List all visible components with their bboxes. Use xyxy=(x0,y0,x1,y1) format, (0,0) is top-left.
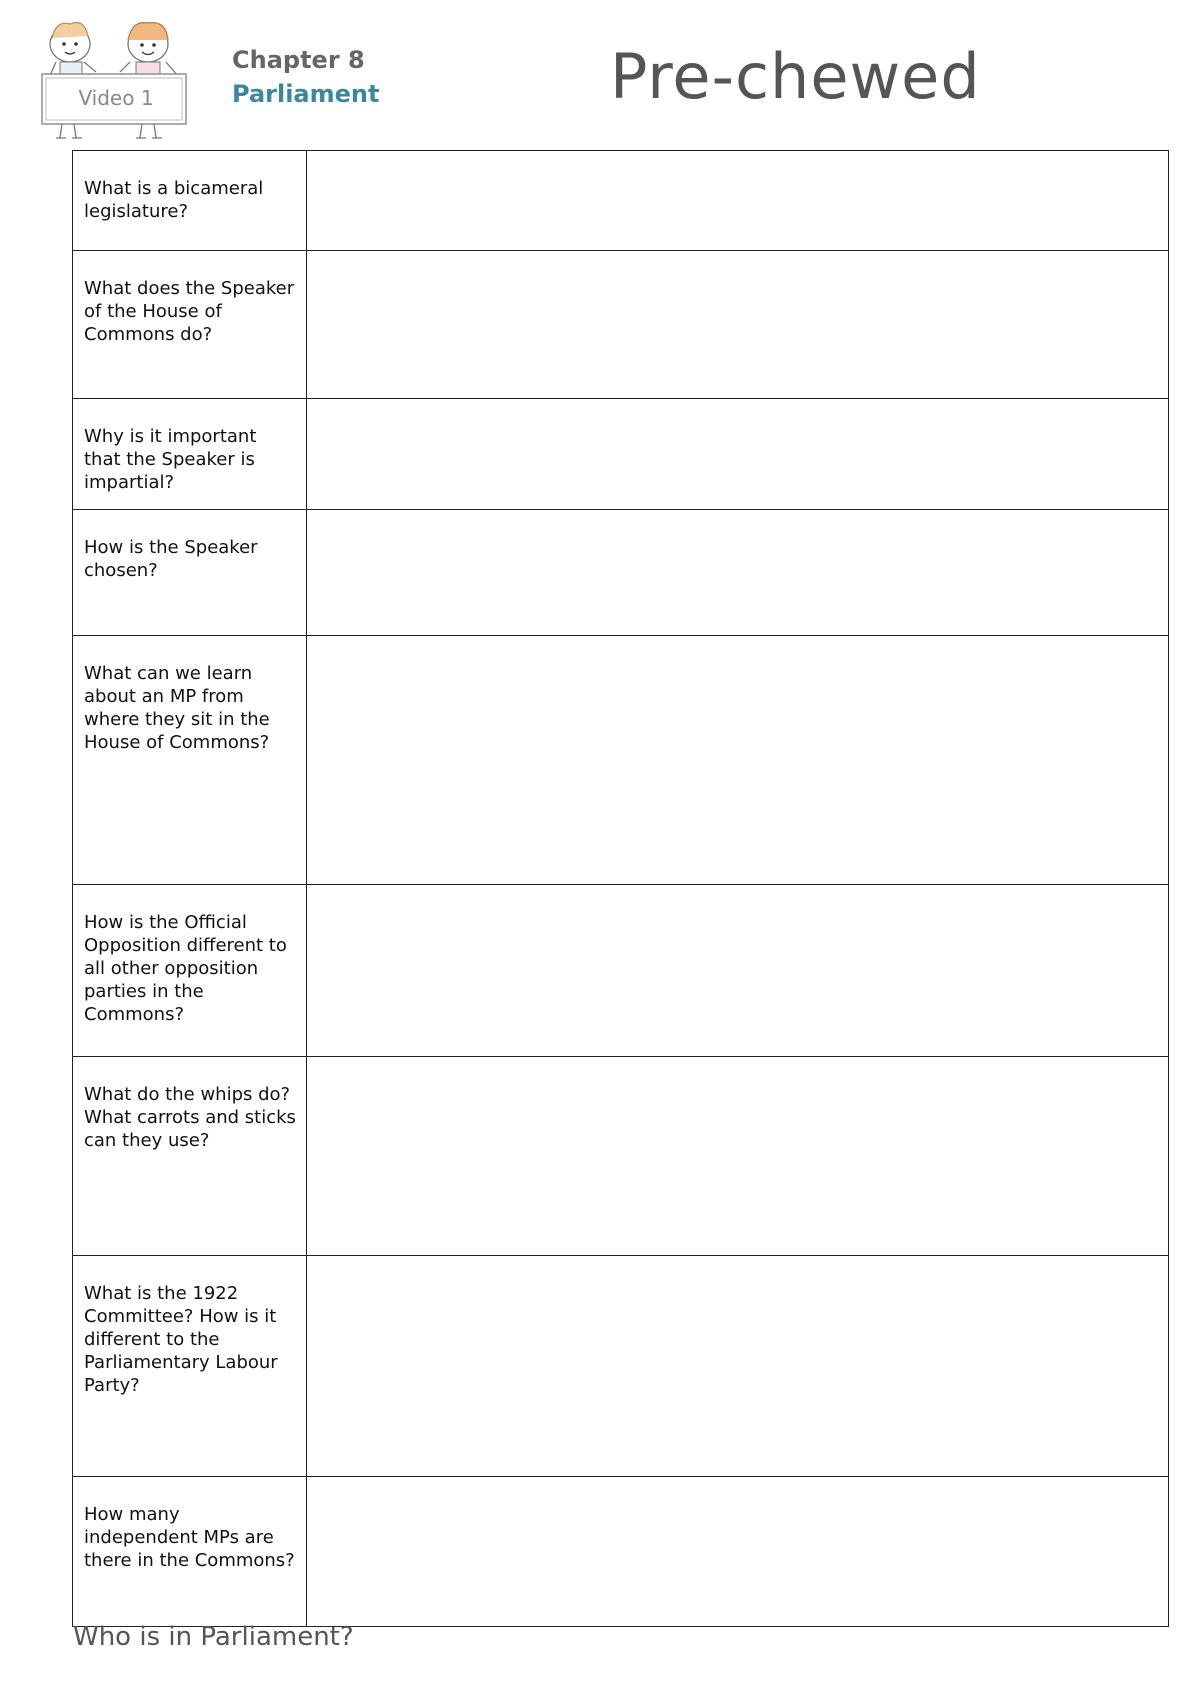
answer-cell[interactable] xyxy=(307,399,1169,510)
answer-cell[interactable] xyxy=(307,1057,1169,1256)
answer-cell[interactable] xyxy=(307,151,1169,251)
table-row xyxy=(73,885,1169,1057)
question-cell: What can we learn about an MP from where they sit in the House of Commons? xyxy=(73,636,307,885)
subject-label: Parliament xyxy=(232,80,380,108)
question-cell: How is the Official Opposition different to all other opposition parties in the Commons? xyxy=(73,885,307,1057)
question-cell: Why is it important that the Speaker is impartial? xyxy=(73,399,307,510)
table-row xyxy=(73,1256,1169,1477)
page-title: Pre-chewed xyxy=(610,40,981,113)
question-cell: How is the Speaker chosen? xyxy=(73,510,307,636)
two-cartoon-kids-holding-sign-icon xyxy=(38,14,198,140)
table-row xyxy=(73,151,1169,251)
answer-cell[interactable] xyxy=(307,636,1169,885)
logo-sign-text: Video 1 xyxy=(78,86,154,110)
question-cell: How many independent MPs are there in the Commons? xyxy=(73,1477,307,1627)
answer-cell[interactable] xyxy=(307,1477,1169,1627)
question-cell: What is the 1922 Committee? How is it different to the Parliamentary Labour Party? xyxy=(73,1256,307,1477)
table-row xyxy=(73,251,1169,399)
answer-cell[interactable] xyxy=(307,510,1169,636)
page-header xyxy=(0,0,1200,150)
answer-cell[interactable] xyxy=(307,885,1169,1057)
table-row xyxy=(73,399,1169,510)
question-cell: What does the Speaker of the House of Commons do? xyxy=(73,251,307,399)
table-row xyxy=(73,636,1169,885)
answer-cell[interactable] xyxy=(307,1256,1169,1477)
question-answer-table xyxy=(72,150,1169,1627)
table-row xyxy=(73,510,1169,636)
answer-cell[interactable] xyxy=(307,251,1169,399)
chapter-label: Chapter 8 xyxy=(232,46,365,74)
footer-title: Who is in Parliament? xyxy=(73,1622,354,1652)
table-row xyxy=(73,1477,1169,1627)
question-cell: What is a bicameral legislature? xyxy=(73,151,307,251)
question-cell: What do the whips do? What carrots and sticks can they use? xyxy=(73,1057,307,1256)
table-row xyxy=(73,1057,1169,1256)
